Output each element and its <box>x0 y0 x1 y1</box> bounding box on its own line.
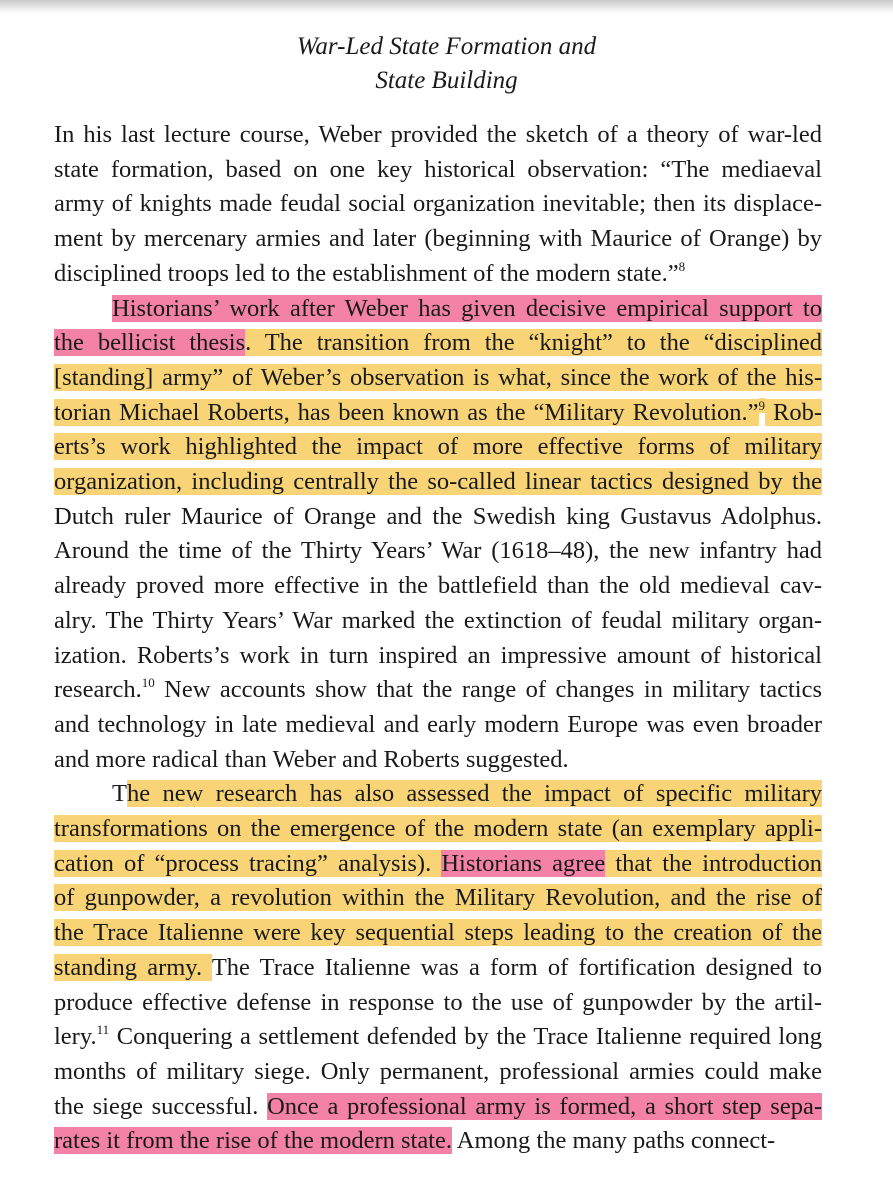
text-segment: research. <box>54 676 142 704</box>
yellow-highlight: the Trace Italienne were key sequential steps leading to the creation of the <box>54 919 822 947</box>
text-segment: Conquering a settlement defended by the Trace Italienne required long <box>109 1023 822 1051</box>
top-edge-shadow <box>0 0 893 14</box>
text-line <box>54 569 822 603</box>
yellow-highlight: . The transition from the “knight” to the “disciplined <box>245 329 822 357</box>
text-line <box>54 1090 822 1124</box>
text-segment: ment by mercenary armies and later (beginning with Maurice of Orange) by <box>54 225 822 253</box>
text-line <box>54 812 822 846</box>
yellow-highlight: of gunpowder, a revolution within the Military Revolution, and the rise of <box>54 884 822 912</box>
text-line <box>54 257 822 291</box>
text-segment: Dutch ruler Maurice of Orange and the Swedish king Gustavus Adolphus. <box>54 502 822 530</box>
yellow-highlight: he new research has also assessed the impact of specific military <box>126 780 822 808</box>
text-line <box>54 430 822 464</box>
text-segment: The Trace Italienne was a form of fortification designed to <box>211 953 822 981</box>
yellow-highlight: standing army. <box>54 953 212 981</box>
text-line <box>54 187 822 221</box>
yellow-highlight: torian Michael Roberts, has been known as the “Military Revolution.” <box>54 398 759 426</box>
pink-highlight: Historians’ work after Weber has given decisive empirical support to <box>112 294 822 322</box>
text-line <box>54 639 822 673</box>
text-segment: army of knights made feudal social organization inevitable; then its displace- <box>54 190 822 218</box>
text-segment: already proved more effective in the battlefield than the old medieval cav- <box>54 572 822 600</box>
text-line <box>54 118 822 152</box>
text-line <box>54 847 822 881</box>
pink-highlight: Historians agree <box>441 849 606 877</box>
text-segment: Around the time of the Thirty Years’ War (1618–48), the new infantry had <box>54 537 822 565</box>
footnote-marker: 11 <box>96 1022 110 1038</box>
text-line <box>54 881 822 915</box>
section-heading-line-2: State Building <box>375 67 518 94</box>
yellow-highlight: [standing] army” of Weber’s observation is what, since the work of the his- <box>54 363 822 391</box>
text-segment: and more radical than Weber and Roberts suggested. <box>54 745 569 773</box>
text-line <box>54 326 822 360</box>
yellow-highlight: cation of “process tracing” analysis). <box>54 849 442 877</box>
text-line <box>54 396 822 430</box>
pink-highlight: the bellicist thesis <box>54 329 246 357</box>
text-segment: produce effective defense in response to the use of gunpowder by the artil- <box>54 988 822 1016</box>
footnote-marker: 9 <box>758 397 766 413</box>
yellow-highlight: that the introduction <box>605 849 823 877</box>
text-segment: lery. <box>54 1023 97 1051</box>
text-segment: alry. The Thirty Years’ War marked the extinction of feudal military organ- <box>54 606 822 634</box>
text-line <box>54 777 822 811</box>
yellow-highlight: erts’s work highlighted the impact of more effective forms of military <box>54 433 822 461</box>
yellow-highlight: transformations on the emergence of the modern state (an exemplary appli- <box>54 815 822 842</box>
pink-highlight: Once a professional army is formed, a short step sepa- <box>267 1092 822 1120</box>
text-line <box>54 1124 822 1158</box>
text-line <box>54 222 822 256</box>
yellow-highlight: Rob- <box>765 398 822 426</box>
text-segment: ization. Roberts’s work in turn inspired an impressive amount of historical <box>54 641 822 669</box>
footnote-marker: 10 <box>141 675 155 691</box>
text-segment: In his last lecture course, Weber provided the sketch of a theory of war-led <box>54 121 822 148</box>
text-line <box>54 1055 822 1089</box>
text-line <box>54 465 822 499</box>
text-segment: New accounts show that the range of changes in military tactics <box>154 676 822 704</box>
text-line <box>54 534 822 568</box>
text-segment: months of military siege. Only permanent, professional armies could make <box>54 1057 822 1085</box>
text-line <box>54 1020 822 1054</box>
text-segment: disciplined troops led to the establishment of the modern state.” <box>54 259 679 287</box>
text-segment: and technology in late medieval and early modern Europe was even broader <box>54 710 822 738</box>
text-segment: state formation, based on one key historical observation: “The mediaeval <box>54 155 822 183</box>
text-line <box>54 153 822 187</box>
text-line <box>54 743 822 777</box>
text-line <box>54 604 822 638</box>
text-segment: T <box>112 780 127 808</box>
text-line <box>54 986 822 1020</box>
text-segment: Among the many paths connect- <box>452 1127 776 1155</box>
text-line <box>54 361 822 395</box>
text-line <box>54 951 822 985</box>
text-line <box>54 916 822 950</box>
text-line <box>54 708 822 742</box>
text-line <box>54 292 822 326</box>
yellow-highlight: organization, including centrally the so-called linear tactics designed by the <box>54 468 822 495</box>
text-segment: the siege successful. <box>54 1092 268 1120</box>
section-heading-line-1: War-Led State Formation and <box>296 33 597 60</box>
pink-highlight: rates it from the rise of the modern state. <box>54 1127 452 1155</box>
footnote-marker: 8 <box>678 258 686 274</box>
text-line <box>54 500 822 534</box>
text-line <box>54 673 822 707</box>
